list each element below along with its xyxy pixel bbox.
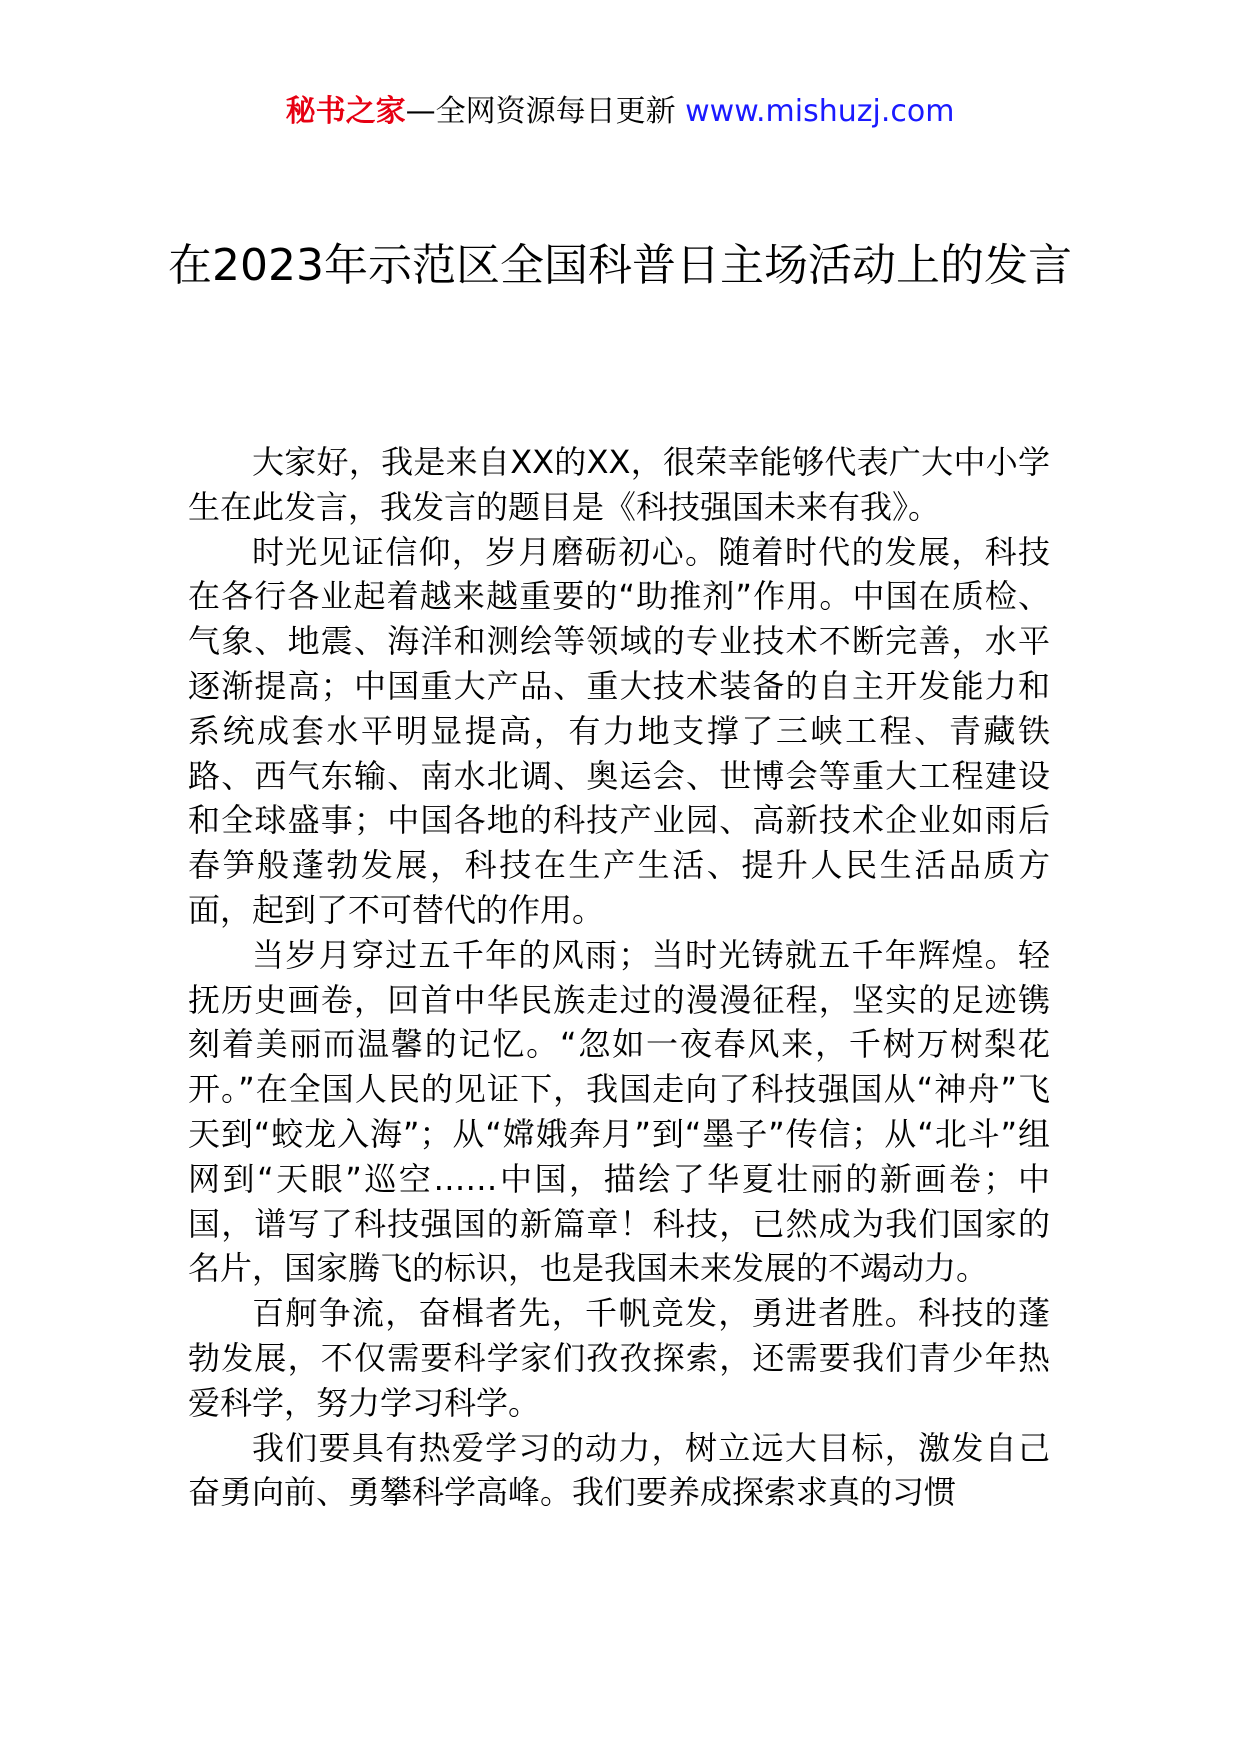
paragraph-4: 百舸争流，奋楫者先，千帆竞发，勇进者胜。科技的蓬勃发展，不仅需要科学家们孜孜探索，还需要我们青少年热爱科学，努力学习科学。 [188,1294,1050,1422]
brand-name: 秘书之家 [285,94,406,129]
paragraph-2: 时光见证信仰，岁月磨砺初心。随着时代的发展，科技在各行各业起着越来越重要的“助推剂”作用。中国在质检、气象、地震、海洋和测绘等领域的专业技术不断完善，水平逐渐提高；中国重大产品、重大技术装备的自主开发能力和系统成套水平明显提高，有力地支撑了三峡工程、青藏铁路、西气东输、南水北调、奥运会、世博会等重大工程建设和全球盛事；中国各地的科技产业园、高新技术企业如雨后春笋般蓬勃发展，科技在生产生活、提升人民生活品质方面，起到了不可替代的作用。 [188,532,1050,929]
site-header [0,92,1240,132]
document-body [188,440,1050,1515]
paragraph-5: 我们要具有热爱学习的动力，树立远大目标，激发自己奋勇向前、勇攀科学高峰。我们要养成探索求真的习惯 [188,1428,1050,1512]
paragraph-1: 大家好，我是来自XX的XX，很荣幸能够代表广大中小学生在此发言，我发言的题目是《科技强国未来有我》。 [188,443,1050,526]
header-slogan: —全网资源每日更新 [405,94,686,129]
document-title: 在2023年示范区全国科普日主场活动上的发言 [168,240,1072,291]
paragraph-3: 当岁月穿过五千年的风雨；当时光铸就五千年辉煌。轻抚历史画卷，回首中华民族走过的漫漫征程，坚实的足迹镌刻着美丽而温馨的记忆。“忽如一夜春风来，千树万树梨花开。”在全国人民的见证下，我国走向了科技强国从“神舟”飞天到“蛟龙入海”；从“嫦娥奔月”到“墨子”传信；从“北斗”组网到“天眼”巡空……中国，描绘了华夏壮丽的新画卷；中国，谱写了科技强国的新篇章！科技，已然成为我们国家的名片，国家腾飞的标识，也是我国未来发展的不竭动力。 [188,935,1050,1288]
site-url-link[interactable]: www.mishuzj.com [685,94,955,129]
